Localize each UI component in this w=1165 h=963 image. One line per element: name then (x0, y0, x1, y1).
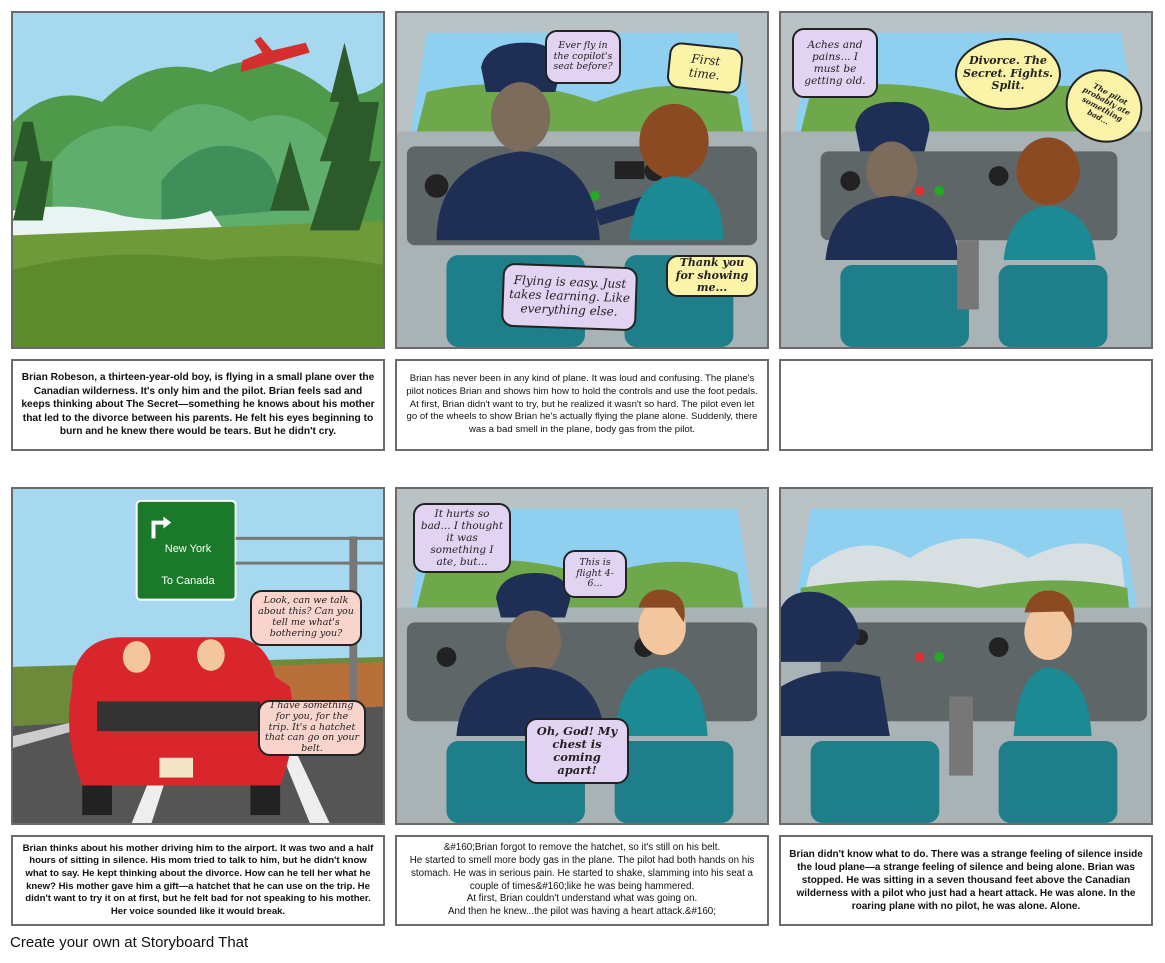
speech-bubble-brian-talk: Look, can we talk about this? Can you tell me what's bothering you? (250, 590, 362, 646)
speech-bubble-pilot-hurts: It hurts so bad... I thought it was something I ate, but... (413, 503, 511, 573)
speech-bubble-radio-flight: This is flight 4-6... (563, 550, 627, 598)
caption-panel-6: Brian didn't know what to do. There was a strange feeling of silence inside the loud plane—a strange feeling of silence and being alone. Brian was stopped. He was sitting in a seven thousand feet above the Canadian wilderness with a pilot who just had a heart attack. He was alone. In the roaring plane with no pilot, he was alone. Alone. (779, 835, 1153, 926)
speech-bubble-brian-first-time: First time. (666, 41, 744, 94)
caption-panel-5: &#160;Brian forgot to remove the hatchet, so it's still on his belt. He started to smell more body gas in the plane. The pilot had both hands on his stomach. He was in serious pain. He started to shake, slamming into his seat a couple of times&#160;like he was being hammered. At first, Brian couldn't understand what was going on. And then he knew...the pilot was having a heart attack.&#160; (395, 835, 769, 926)
panel-4-highway (11, 487, 385, 825)
cockpit-scene-4 (781, 489, 1151, 823)
caption-panel-4: Brian thinks about his mother driving him to the airport. It was two and a half hours of sitting in silence. His mom tried to talk to him, but he didn't know what to say. He kept thinking about the divorce. How can he tell her what he knew? His mother gave him a gift—a hatchet that he can use on the trip. He didn't want to try it on at first, but he felt bad for not speaking to his mother. Her voice sounded like it would break. (11, 835, 385, 926)
caption-panel-2: Brian has never been in any kind of plane. It was loud and confusing. The plane's pilot notices Brian and shows him how to hold the controls and use the foot pedals. At first, Brian didn't want to try, but he realized it wasn't so hard. The pilot even let go of the wheels to show Brian he's actually flying the plane alone. Suddenly, there was a bad smell in the plane, body gas from the pilot. (395, 359, 769, 451)
panel-1-wilderness (11, 11, 385, 349)
highway-scene (13, 489, 383, 823)
speech-bubble-brian-thank-you: Thank you for showing me... (666, 255, 758, 297)
thought-cloud-divorce: Divorce. The Secret. Fights. Split. (955, 38, 1061, 110)
speech-bubble-pilot-ever-fly: Ever fly in the copilot's seat before? (545, 30, 621, 84)
wilderness-scene (13, 13, 383, 347)
speech-bubble-mother-hatchet: I have something for you, for the trip. It's a hatchet that can go on your belt. (258, 700, 366, 756)
panel-6-cockpit (779, 487, 1153, 825)
sign-to-canada: To Canada (161, 575, 215, 587)
speech-bubble-pilot-aches: Aches and pains... I must be getting old. (792, 28, 878, 98)
storyboard-that-credit[interactable]: Create your own at Storyboard That (10, 934, 249, 951)
caption-panel-3 (779, 359, 1153, 451)
thought-cloud-pilot-ate: The pilot probably ate something bad... (1053, 56, 1156, 156)
speech-bubble-pilot-chest: Oh, God! My chest is coming apart! (525, 718, 629, 784)
speech-bubble-pilot-flying-easy: Flying is easy. Just takes learning. Like everything else. (501, 263, 638, 332)
sign-new-york: New York (164, 543, 212, 555)
caption-panel-1: Brian Robeson, a thirteen-year-old boy, is flying in a small plane over the Canadian wilderness. It's only him and the pilot. Brian feels sad and keeps thinking about The Secret—something he knows about his mother that led to the divorce between his parents. He felt his eyes beginning to burn and he knew there would be tears. But he didn't cry. (11, 359, 385, 451)
